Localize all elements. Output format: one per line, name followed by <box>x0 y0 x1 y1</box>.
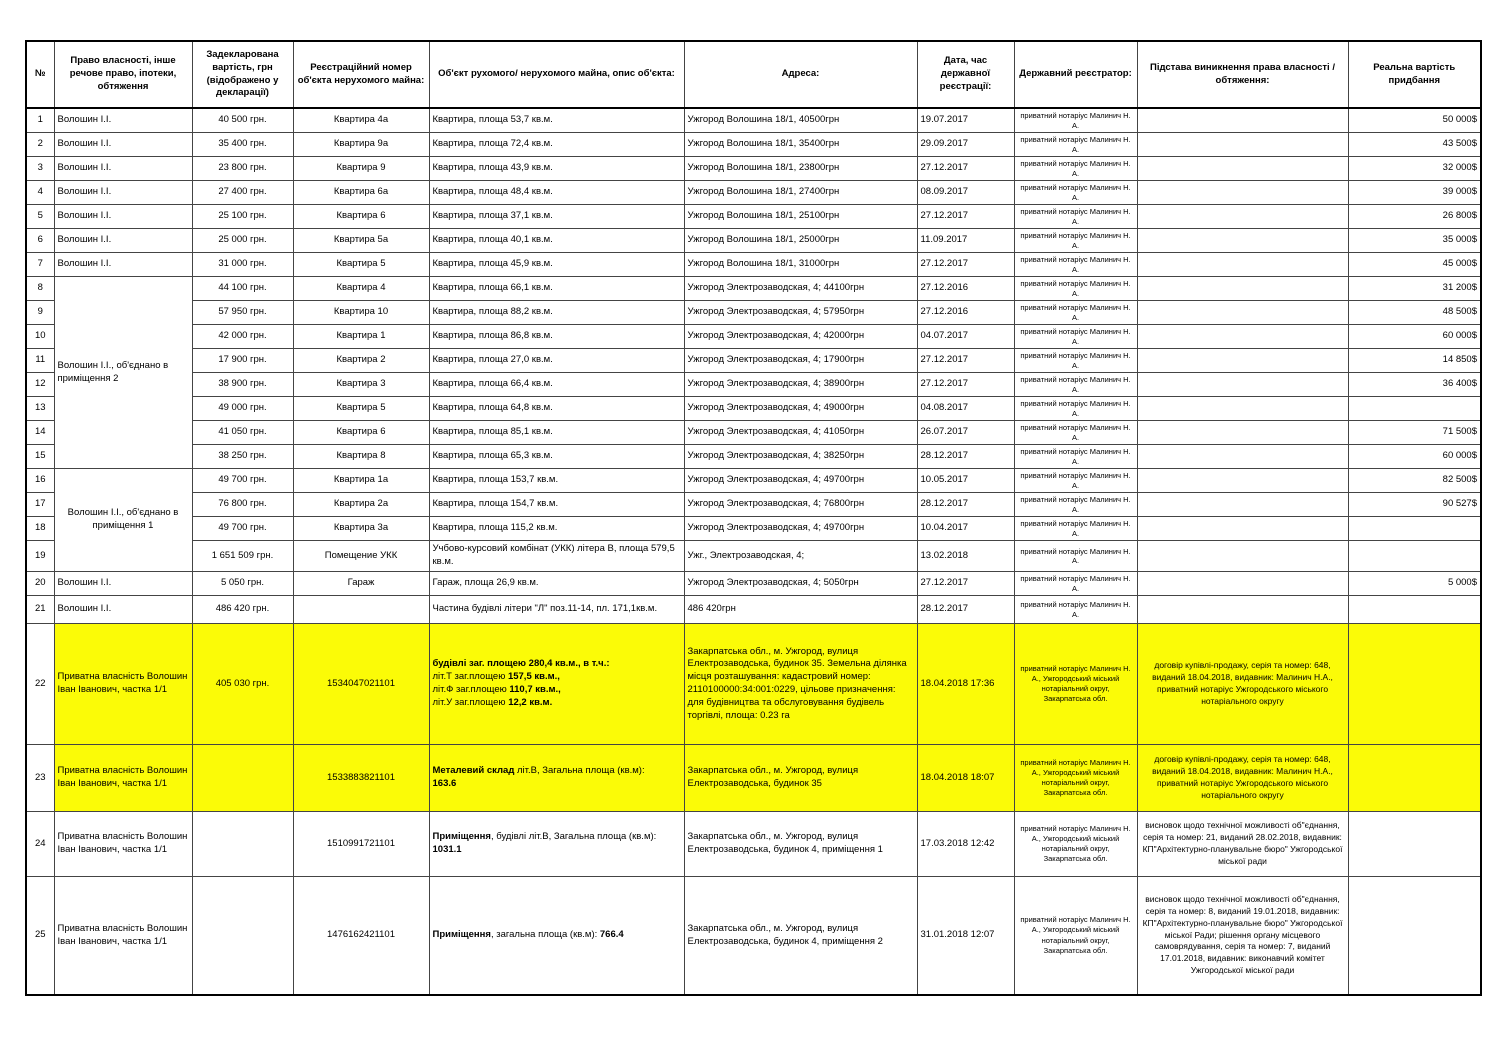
object-description: Квартира, площа 53,7 кв.м. <box>429 108 684 133</box>
object-description <box>429 624 684 745</box>
real-value: 26 800$ <box>1348 205 1481 229</box>
registration-date: 28.12.2017 <box>917 445 1014 469</box>
declared-value: 40 500 грн. <box>192 108 293 133</box>
registrar: приватний нотаріус Малинич Н. А. <box>1014 541 1137 572</box>
address: Ужгород Волошина 18/1, 35400грн <box>684 133 917 157</box>
registrar: приватний нотаріус Малинич Н. А. <box>1014 373 1137 397</box>
ownership-basis: договір купівлі-продажу, серія та номер: 648, виданий 18.04.2018, видавник: Малинич Н.А., приватний нотаріус Ужгородського міського нотаріального округу <box>1137 624 1348 745</box>
registrar: приватний нотаріус Малинич Н. А. <box>1014 301 1137 325</box>
declared-value: 38 900 грн. <box>192 373 293 397</box>
table-row <box>26 493 1481 517</box>
registration-date: 10.05.2017 <box>917 469 1014 493</box>
registrar: приватний нотаріус Малинич Н. А. <box>1014 108 1137 133</box>
header-right: Право власності, інше речове право, іпотеки, обтяження <box>54 41 192 108</box>
declared-value: 49 700 грн. <box>192 469 293 493</box>
registration-date: 27.12.2017 <box>917 157 1014 181</box>
real-value: 71 500$ <box>1348 421 1481 445</box>
header-date: Дата, час державної реєстрації: <box>917 41 1014 108</box>
address: Ужгород Волошина 18/1, 25000грн <box>684 229 917 253</box>
object-description: Учбово-курсовий комбінат (УКК) літера В, площа 579,5 кв.м. <box>429 541 684 572</box>
registration-number: Квартира 1 <box>293 325 429 349</box>
ownership-basis <box>1137 572 1348 596</box>
declared-value: 25 100 грн. <box>192 205 293 229</box>
real-value: 32 000$ <box>1348 157 1481 181</box>
row-number: 17 <box>26 493 54 517</box>
address: Ужг., Электрозаводская, 4; <box>684 541 917 572</box>
table-row <box>26 397 1481 421</box>
registrar: приватний нотаріус Малинич Н. А., Ужгородський міський нотаріальний округ, Закарпатська обл. <box>1014 745 1137 812</box>
table-row <box>26 349 1481 373</box>
ownership-basis <box>1137 349 1348 373</box>
object-description: Квартира, площа 64,8 кв.м. <box>429 397 684 421</box>
object-description <box>429 745 684 812</box>
real-value: 50 000$ <box>1348 108 1481 133</box>
declared-value <box>192 877 293 996</box>
registration-date: 27.12.2016 <box>917 301 1014 325</box>
address: Ужгород Волошина 18/1, 25100грн <box>684 205 917 229</box>
registration-date: 10.04.2017 <box>917 517 1014 541</box>
real-value <box>1348 596 1481 624</box>
object-description: Квартира, площа 43,9 кв.м. <box>429 157 684 181</box>
table-row <box>26 325 1481 349</box>
ownership-basis <box>1137 373 1348 397</box>
declared-value <box>192 812 293 877</box>
ownership-basis <box>1137 596 1348 624</box>
ownership-basis <box>1137 421 1348 445</box>
owner-group-1: Волошин І.І., об'єднано в приміщення 1 <box>54 469 192 572</box>
object-description: Квартира, площа 153,7 кв.м. <box>429 469 684 493</box>
registration-number: Квартира 5 <box>293 253 429 277</box>
header-address: Адреса: <box>684 41 917 108</box>
registration-date: 08.09.2017 <box>917 181 1014 205</box>
row-number: 8 <box>26 277 54 301</box>
registration-date: 04.08.2017 <box>917 397 1014 421</box>
address: Ужгород Электрозаводская, 4; 38900грн <box>684 373 917 397</box>
object-description: Квартира, площа 85,1 кв.м. <box>429 421 684 445</box>
registration-date: 27.12.2016 <box>917 277 1014 301</box>
table-row <box>26 277 1481 301</box>
address: Ужгород Электрозаводская, 4; 76800грн <box>684 493 917 517</box>
ownership-basis <box>1137 397 1348 421</box>
ownership-basis <box>1137 181 1348 205</box>
declared-value: 41 050 грн. <box>192 421 293 445</box>
object-line-4-value: 12,2 кв.м. <box>508 696 553 708</box>
ownership-basis <box>1137 277 1348 301</box>
row-number: 25 <box>26 877 54 996</box>
object-line-2-value: 157,5 кв.м., <box>507 671 560 683</box>
real-value <box>1348 541 1481 572</box>
registration-number: Квартира 4 <box>293 277 429 301</box>
declared-value: 44 100 грн. <box>192 277 293 301</box>
registrar: приватний нотаріус Малинич Н. А. <box>1014 205 1137 229</box>
object-description: Квартира, площа 45,9 кв.м. <box>429 253 684 277</box>
registration-date: 29.09.2017 <box>917 133 1014 157</box>
row-number: 1 <box>26 108 54 133</box>
registrar: приватний нотаріус Малинич Н. А. <box>1014 493 1137 517</box>
owner-cell: Волошин І.І. <box>54 108 192 133</box>
registration-number: Квартира 6а <box>293 181 429 205</box>
object-description: Квартира, площа 66,4 кв.м. <box>429 373 684 397</box>
declared-value: 42 000 грн. <box>192 325 293 349</box>
address: Ужгород Электрозаводская, 4; 17900грн <box>684 349 917 373</box>
registration-number: Квартира 5а <box>293 229 429 253</box>
row-number: 11 <box>26 349 54 373</box>
row-number: 2 <box>26 133 54 157</box>
registrar: приватний нотаріус Малинич Н. А. <box>1014 277 1137 301</box>
object-description: Квартира, площа 40,1 кв.м. <box>429 229 684 253</box>
registrar: приватний нотаріус Малинич Н. А. <box>1014 229 1137 253</box>
declared-value: 57 950 грн. <box>192 301 293 325</box>
row-number: 9 <box>26 301 54 325</box>
real-value <box>1348 877 1481 996</box>
declared-value: 49 000 грн. <box>192 397 293 421</box>
registrar: приватний нотаріус Малинич Н. А. <box>1014 325 1137 349</box>
object-name: Приміщення <box>432 929 491 941</box>
header-row <box>26 41 1481 108</box>
owner-cell: Волошин І.І. <box>54 133 192 157</box>
ownership-basis <box>1137 133 1348 157</box>
address: Ужгород Электрозаводская, 4; 49700грн <box>684 517 917 541</box>
ownership-basis <box>1137 229 1348 253</box>
declared-value: 27 400 грн. <box>192 181 293 205</box>
registration-date: 27.12.2017 <box>917 253 1014 277</box>
registration-number: Квартира 1а <box>293 469 429 493</box>
registration-number: 1510991721101 <box>293 812 429 877</box>
registration-date: 27.12.2017 <box>917 572 1014 596</box>
real-value <box>1348 624 1481 745</box>
object-area: 163.6 <box>432 778 457 789</box>
registrar: приватний нотаріус Малинич Н. А. <box>1014 421 1137 445</box>
registrar: приватний нотаріус Малинич Н. А., Ужгородський міський нотаріальний округ, Закарпатська обл. <box>1014 877 1137 996</box>
declared-value: 38 250 грн. <box>192 445 293 469</box>
object-description: Квартира, площа 154,7 кв.м. <box>429 493 684 517</box>
owner-cell: Волошин І.І. <box>54 205 192 229</box>
table-row <box>26 133 1481 157</box>
declared-value <box>192 745 293 812</box>
owner-cell: Волошин І.І. <box>54 253 192 277</box>
real-value <box>1348 517 1481 541</box>
table-row <box>26 469 1481 493</box>
registrar: приватний нотаріус Малинич Н. А. <box>1014 181 1137 205</box>
owner-group-2: Волошин І.І., об'єднано в приміщення 2 <box>54 277 192 469</box>
row-number: 10 <box>26 325 54 349</box>
row-number: 18 <box>26 517 54 541</box>
object-line-1: будівлі заг. площею 280,4 кв.м., в т.ч.: <box>432 658 610 670</box>
row-number: 21 <box>26 596 54 624</box>
real-value: 36 400$ <box>1348 373 1481 397</box>
registration-number: 1534047021101 <box>293 624 429 745</box>
table-row <box>26 596 1481 624</box>
address: Ужгород Электрозаводская, 4; 41050грн <box>684 421 917 445</box>
ownership-basis <box>1137 325 1348 349</box>
registration-number: Квартира 3а <box>293 517 429 541</box>
object-line-3-label: літ.Ф заг.площею <box>432 684 510 695</box>
ownership-basis: договір купівлі-продажу, серія та номер: 648, виданий 18.04.2018, видавник: Малинич Н.А., приватний нотаріус Ужгородського міського нотаріального округу <box>1137 745 1348 812</box>
address: Ужгород Электрозаводская, 4; 49000грн <box>684 397 917 421</box>
table-row <box>26 205 1481 229</box>
registrar: приватний нотаріус Малинич Н. А. <box>1014 572 1137 596</box>
real-value <box>1348 812 1481 877</box>
table-row <box>26 517 1481 541</box>
registration-date: 17.03.2018 12:42 <box>917 812 1014 877</box>
table-row <box>26 812 1481 877</box>
object-line-4-label: літ.У заг.площею <box>432 696 509 708</box>
object-description: Квартира, площа 65,3 кв.м. <box>429 445 684 469</box>
object-detail: літ.В, Загальна площа (кв.м): <box>514 765 645 777</box>
real-value: 48 500$ <box>1348 301 1481 325</box>
object-description: Квартира, площа 37,1 кв.м. <box>429 205 684 229</box>
registrar: приватний нотаріус Малинич Н. А. <box>1014 397 1137 421</box>
real-value <box>1348 745 1481 812</box>
registration-number: Помещение УКК <box>293 541 429 572</box>
table-row-highlighted <box>26 745 1481 812</box>
header-registrar: Державний реєстратор: <box>1014 41 1137 108</box>
registration-number <box>293 596 429 624</box>
registration-date: 27.12.2017 <box>917 373 1014 397</box>
object-description: Квартира, площа 86,8 кв.м. <box>429 325 684 349</box>
row-number: 23 <box>26 745 54 812</box>
object-description <box>429 877 684 996</box>
declared-value: 17 900 грн. <box>192 349 293 373</box>
real-value: 60 000$ <box>1348 325 1481 349</box>
owner-cell: Волошин І.І. <box>54 229 192 253</box>
registrar: приватний нотаріус Малинич Н. А., Ужгородський міський нотаріальний округ, Закарпатська обл. <box>1014 624 1137 745</box>
address: Ужгород Волошина 18/1, 23800грн <box>684 157 917 181</box>
owner-cell: Приватна власність Волошин Іван Іванович, частка 1/1 <box>54 812 192 877</box>
ownership-basis <box>1137 445 1348 469</box>
declared-value: 76 800 грн. <box>192 493 293 517</box>
row-number: 5 <box>26 205 54 229</box>
registrar: приватний нотаріус Малинич Н. А., Ужгородський міський нотаріальний округ, Закарпатська обл. <box>1014 812 1137 877</box>
registrar: приватний нотаріус Малинич Н. А. <box>1014 133 1137 157</box>
row-number: 12 <box>26 373 54 397</box>
ownership-basis <box>1137 301 1348 325</box>
registration-date: 27.12.2017 <box>917 205 1014 229</box>
object-description: Квартира, площа 88,2 кв.м. <box>429 301 684 325</box>
table-row-highlighted <box>26 624 1481 745</box>
table-row <box>26 157 1481 181</box>
object-description: Квартира, площа 66,1 кв.м. <box>429 277 684 301</box>
address: Закарпатська обл., м. Ужгород, вулиця Електрозаводська, будинок 4, приміщення 2 <box>684 877 917 996</box>
ownership-basis: висновок щодо технічної можливості об"єднання, серія та номер: 8, виданий 19.01.2018, видавник: КП"Архітектурно-планувальне бюро" Ужгородської міської Ради; рішення органу місцевого самоврядування, серія та номер: 7, виданий 17.01.2018, видавник: виконавчий комітет Ужгородської міської ради <box>1137 877 1348 996</box>
address: Закарпатська обл., м. Ужгород, вулиця Електрозаводська, будинок 35 <box>684 745 917 812</box>
ownership-basis: висновок щодо технічної можливості об"єднання, серія та номер: 21, виданий 28.02.2018, видавник: КП"Архітектурно-планувальне бюро" Ужгородської міської ради <box>1137 812 1348 877</box>
registration-date: 26.07.2017 <box>917 421 1014 445</box>
row-number: 14 <box>26 421 54 445</box>
registration-number: Квартира 6 <box>293 205 429 229</box>
real-value: 35 000$ <box>1348 229 1481 253</box>
declared-value: 405 030 грн. <box>192 624 293 745</box>
table-row <box>26 541 1481 572</box>
real-value: 45 000$ <box>1348 253 1481 277</box>
real-value: 90 527$ <box>1348 493 1481 517</box>
declared-value: 31 000 грн. <box>192 253 293 277</box>
ownership-basis <box>1137 108 1348 133</box>
registration-date: 28.12.2017 <box>917 596 1014 624</box>
row-number: 13 <box>26 397 54 421</box>
registration-number: Квартира 6 <box>293 421 429 445</box>
real-value: 43 500$ <box>1348 133 1481 157</box>
address: Ужгород Электрозаводская, 4; 5050грн <box>684 572 917 596</box>
declared-value: 5 050 грн. <box>192 572 293 596</box>
registrar: приватний нотаріус Малинич Н. А. <box>1014 517 1137 541</box>
row-number: 7 <box>26 253 54 277</box>
object-line-2-label: літ.Т заг.площею <box>432 671 508 683</box>
header-object: Об'єкт рухомого/ нерухомого майна, опис об'єкта: <box>429 41 684 108</box>
object-name: Металевий склад <box>432 765 515 777</box>
declared-value: 49 700 грн. <box>192 517 293 541</box>
registration-date: 11.09.2017 <box>917 229 1014 253</box>
object-description: Квартира, площа 115,2 кв.м. <box>429 517 684 541</box>
ownership-basis <box>1137 157 1348 181</box>
owner-cell: Приватна власність Волошин Іван Іванович, частка 1/1 <box>54 877 192 996</box>
registrar: приватний нотаріус Малинич Н. А. <box>1014 157 1137 181</box>
object-description: Квартира, площа 72,4 кв.м. <box>429 133 684 157</box>
table-row <box>26 877 1481 996</box>
table-row <box>26 373 1481 397</box>
registration-number: Квартира 10 <box>293 301 429 325</box>
ownership-basis <box>1137 541 1348 572</box>
row-number: 22 <box>26 624 54 745</box>
header-num: № <box>26 41 54 108</box>
object-name: Приміщення <box>432 831 491 843</box>
ownership-basis <box>1137 469 1348 493</box>
registration-number: 1476162421101 <box>293 877 429 996</box>
registration-date: 18.04.2018 18:07 <box>917 745 1014 812</box>
registration-number: Квартира 2а <box>293 493 429 517</box>
table-row <box>26 108 1481 133</box>
declared-value: 35 400 грн. <box>192 133 293 157</box>
object-description: Квартира, площа 27,0 кв.м. <box>429 349 684 373</box>
ownership-basis <box>1137 493 1348 517</box>
owner-cell: Приватна власність Волошин Іван Іванович, частка 1/1 <box>54 745 192 812</box>
registration-number: 1533883821101 <box>293 745 429 812</box>
declared-value: 25 000 грн. <box>192 229 293 253</box>
address: Ужгород Электрозаводская, 4; 38250грн <box>684 445 917 469</box>
row-number: 4 <box>26 181 54 205</box>
row-number: 6 <box>26 229 54 253</box>
registrar: приватний нотаріус Малинич Н. А. <box>1014 253 1137 277</box>
declared-value: 1 651 509 грн. <box>192 541 293 572</box>
registrar: приватний нотаріус Малинич Н. А. <box>1014 445 1137 469</box>
registration-date: 31.01.2018 12:07 <box>917 877 1014 996</box>
table-body <box>26 108 1481 995</box>
address: Ужгород Волошина 18/1, 40500грн <box>684 108 917 133</box>
row-number: 19 <box>26 541 54 572</box>
address: Закарпатська обл., м. Ужгород, вулиця Електрозаводська, будинок 4, приміщення 1 <box>684 812 917 877</box>
row-number: 16 <box>26 469 54 493</box>
object-detail: , будівлі літ.В, Загальна площа (кв.м): <box>490 831 657 843</box>
address: Ужгород Электрозаводская, 4; 42000грн <box>684 325 917 349</box>
object-area: 1031.1 <box>432 844 462 855</box>
real-value: 60 000$ <box>1348 445 1481 469</box>
registration-number: Квартира 5 <box>293 397 429 421</box>
ownership-basis <box>1137 205 1348 229</box>
address: Ужгород Волошина 18/1, 31000грн <box>684 253 917 277</box>
header-basis: Підстава виникнення права власності / обтяження: <box>1137 41 1348 108</box>
ownership-basis <box>1137 253 1348 277</box>
table-row <box>26 572 1481 596</box>
declared-value: 486 420 грн. <box>192 596 293 624</box>
ownership-basis <box>1137 517 1348 541</box>
table-row <box>26 181 1481 205</box>
real-value: 39 000$ <box>1348 181 1481 205</box>
real-value: 31 200$ <box>1348 277 1481 301</box>
owner-cell: Волошин І.І. <box>54 157 192 181</box>
registrar: приватний нотаріус Малинич Н. А. <box>1014 469 1137 493</box>
registration-number: Квартира 2 <box>293 349 429 373</box>
object-description <box>429 812 684 877</box>
object-description: Гараж, площа 26,9 кв.м. <box>429 572 684 596</box>
address: Ужгород Волошина 18/1, 27400грн <box>684 181 917 205</box>
registration-number: Квартира 3 <box>293 373 429 397</box>
object-line-3-value: 110,7 кв.м., <box>509 684 561 695</box>
real-value <box>1348 397 1481 421</box>
object-detail: , загальна площа (кв.м): <box>490 929 600 941</box>
address: Ужгород Электрозаводская, 4; 57950грн <box>684 301 917 325</box>
owner-cell: Волошин І.І. <box>54 181 192 205</box>
registrar: приватний нотаріус Малинич Н. А. <box>1014 596 1137 624</box>
registration-date: 27.12.2017 <box>917 349 1014 373</box>
registration-date: 13.02.2018 <box>917 541 1014 572</box>
address: Закарпатська обл., м. Ужгород, вулиця Електрозаводська, будинок 35. Земельна ділянка місця розташування: кадастровий номер: 2110100000:34:001:0229, цільове призначення: для будівництва та обслуговування будівель торгівлі, площа: 0.23 га <box>684 624 917 745</box>
declared-value: 23 800 грн. <box>192 157 293 181</box>
object-area: 766.4 <box>599 929 624 941</box>
property-register-table <box>25 40 1482 996</box>
table-row <box>26 253 1481 277</box>
registration-number: Квартира 9а <box>293 133 429 157</box>
table-row <box>26 421 1481 445</box>
registration-number: Гараж <box>293 572 429 596</box>
row-number: 15 <box>26 445 54 469</box>
real-value: 14 850$ <box>1348 349 1481 373</box>
registration-number: Квартира 8 <box>293 445 429 469</box>
owner-cell: Приватна власність Волошин Іван Іванович, частка 1/1 <box>54 624 192 745</box>
object-description: Частина будівлі літери "Л" поз.11-14, пл. 171,1кв.м. <box>429 596 684 624</box>
registration-date: 18.04.2018 17:36 <box>917 624 1014 745</box>
registration-date: 28.12.2017 <box>917 493 1014 517</box>
owner-cell: Волошин І.І. <box>54 596 192 624</box>
address: Ужгород Электрозаводская, 4; 44100грн <box>684 277 917 301</box>
owner-cell: Волошин І.І. <box>54 572 192 596</box>
object-description: Квартира, площа 48,4 кв.м. <box>429 181 684 205</box>
header-regnum: Реєстраційний номер об'єкта нерухомого майна: <box>293 41 429 108</box>
registration-number: Квартира 9 <box>293 157 429 181</box>
real-value: 82 500$ <box>1348 469 1481 493</box>
table-row <box>26 301 1481 325</box>
real-value: 5 000$ <box>1348 572 1481 596</box>
header-real-value: Реальна вартість придбання <box>1348 41 1481 108</box>
registration-number: Квартира 4а <box>293 108 429 133</box>
registration-date: 19.07.2017 <box>917 108 1014 133</box>
row-number: 24 <box>26 812 54 877</box>
address: 486 420грн <box>684 596 917 624</box>
registration-date: 04.07.2017 <box>917 325 1014 349</box>
address: Ужгород Электрозаводская, 4; 49700грн <box>684 469 917 493</box>
header-declared: Задекларована вартість, грн (відображено у декларації) <box>192 41 293 108</box>
row-number: 3 <box>26 157 54 181</box>
table-row <box>26 445 1481 469</box>
registrar: приватний нотаріус Малинич Н. А. <box>1014 349 1137 373</box>
table-row <box>26 229 1481 253</box>
row-number: 20 <box>26 572 54 596</box>
